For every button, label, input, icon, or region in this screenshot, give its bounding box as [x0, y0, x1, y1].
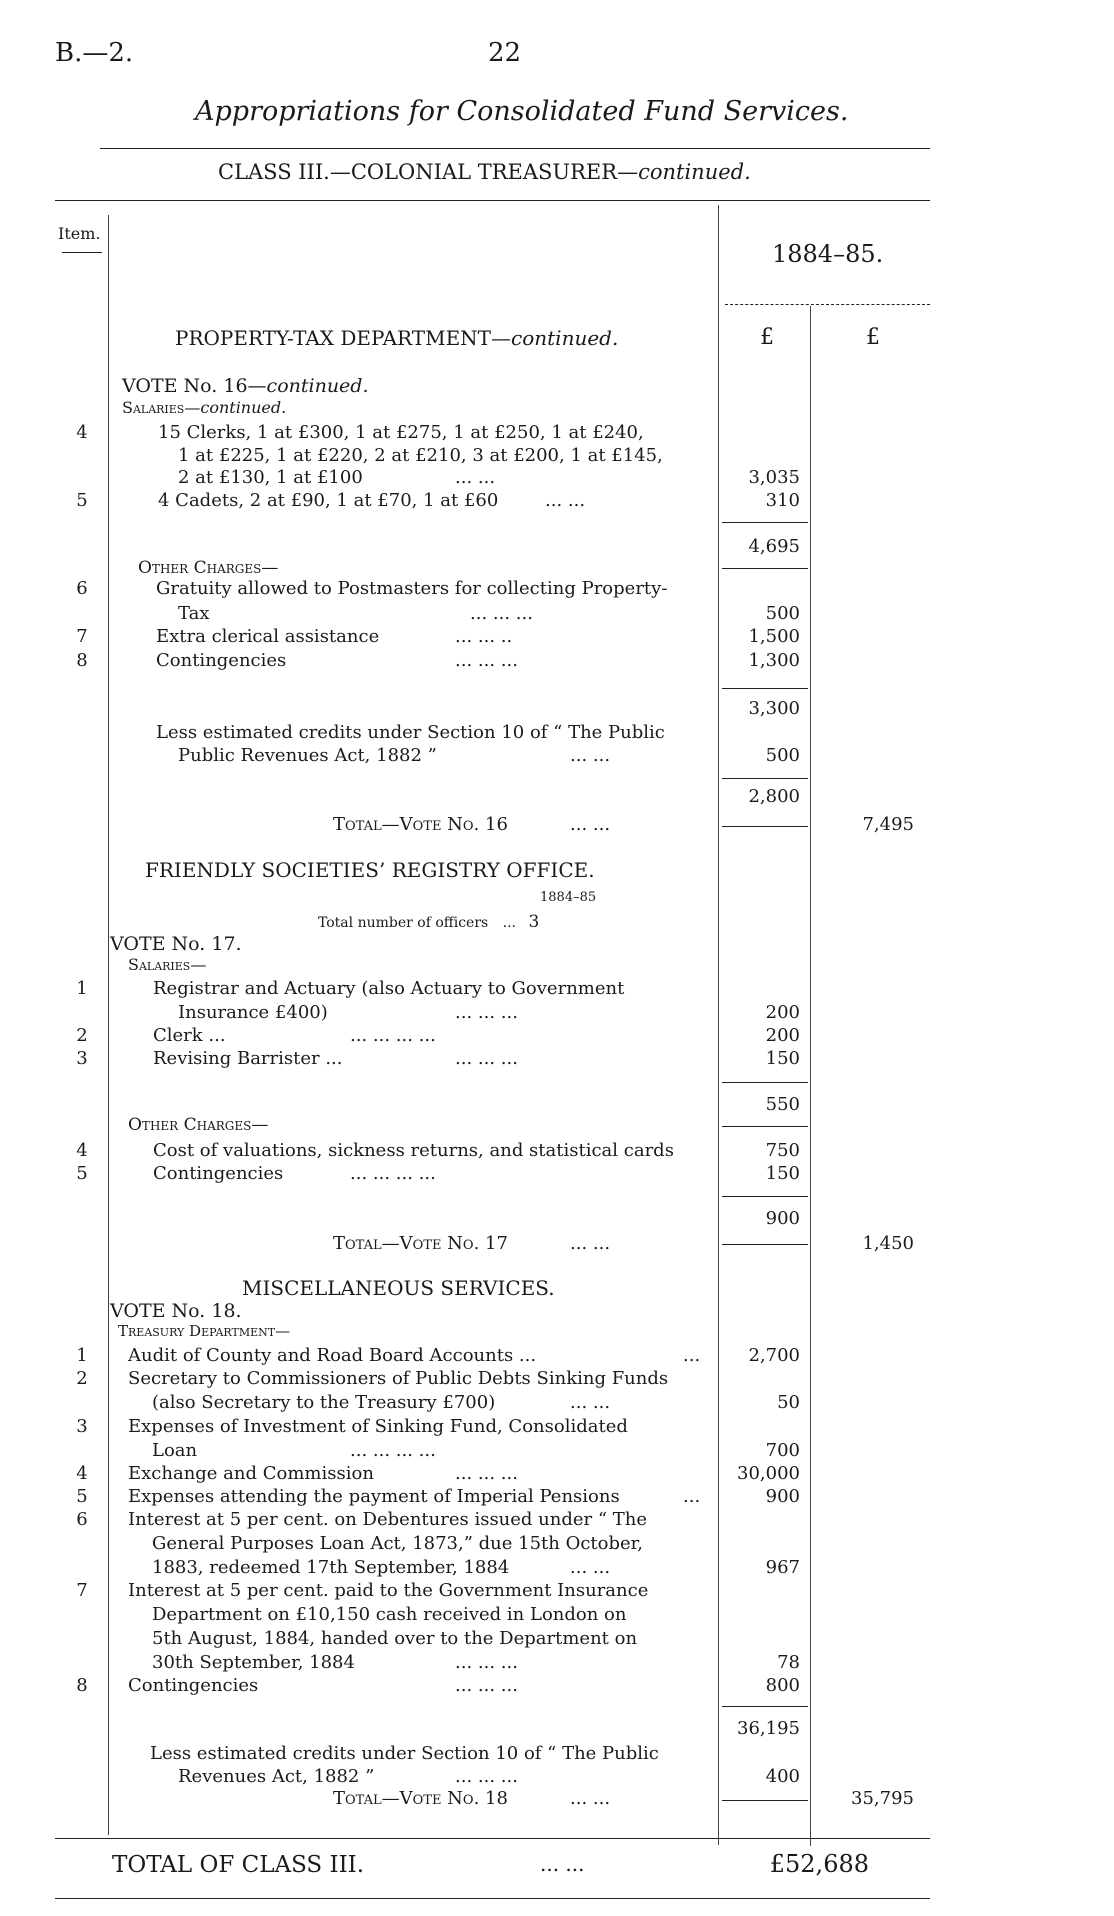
item-number: 5	[76, 490, 88, 511]
leader-dots: ... ... ...	[455, 1463, 518, 1484]
item-number: 5	[76, 1163, 88, 1184]
property-tax-heading-continued: continued.	[511, 326, 619, 350]
leader-dots: ... ... ...	[455, 1048, 518, 1069]
vote-16-heading	[122, 375, 369, 397]
officers-label-text: Total number of officers	[318, 915, 489, 931]
less-credits-line: Less estimated credits under Section 10 of “ The Public	[156, 722, 665, 743]
item-header-rule	[62, 252, 102, 253]
vote-16-label: VOTE No. 16—	[122, 375, 267, 397]
subtotal-rule	[722, 1126, 808, 1127]
item-column-header: Item.	[58, 224, 101, 243]
item-amount: 150	[765, 1163, 800, 1184]
item-text-line: Contingencies	[128, 1675, 259, 1696]
item-text-line: General Purposes Loan Act, 1873,” due 15th October,	[152, 1533, 644, 1554]
item-text: Contingencies	[156, 650, 287, 671]
pound-sign-column-2: £	[866, 325, 880, 350]
item-text-line: Secretary to Commissioners of Public Debts Sinking Funds	[128, 1368, 669, 1389]
leader-dots: ... ...	[455, 467, 496, 488]
property-salaries-label: Salaries—	[122, 398, 201, 417]
item-text-line: 2 at £130, 1 at £100	[178, 467, 363, 488]
item-number: 7	[76, 1580, 88, 1601]
subtotal-rule	[722, 1706, 808, 1707]
vote-17-total: 1,450	[862, 1233, 914, 1254]
item-number: 7	[76, 626, 88, 647]
item-amount: 500	[765, 603, 800, 624]
grand-total-top-rule	[55, 1838, 930, 1839]
treasury-department-heading: Treasury Department—	[118, 1322, 291, 1340]
item-number: 6	[76, 578, 88, 599]
item-number: 1	[76, 1345, 88, 1366]
amount-column-rule-mid	[810, 306, 811, 1846]
item-amount: 700	[765, 1440, 800, 1461]
item-text-line: Interest at 5 per cent. paid to the Government Insurance	[128, 1580, 649, 1601]
class-rule	[55, 200, 930, 201]
leader-dots: ... ...	[570, 1392, 611, 1413]
page-title: Appropriations for Consolidated Fund Services.	[195, 96, 849, 127]
leader-dots: ... ... ... ...	[350, 1025, 436, 1046]
subtotal-rule	[722, 1196, 808, 1197]
page-reference: B.—2.	[55, 38, 134, 68]
item-text-line: Loan	[152, 1440, 198, 1461]
total-rule	[722, 826, 808, 827]
item-number: 8	[76, 1675, 88, 1696]
subtotal-rule	[722, 688, 808, 689]
leader-dots: ... ... ...	[455, 1652, 518, 1673]
less-credits-amount: 400	[765, 1766, 800, 1787]
less-credits-line: Less estimated credits under Section 10 of “ The Public	[150, 1743, 659, 1764]
item-text-line: 1883, redeemed 17th September, 1884	[152, 1557, 510, 1578]
property-tax-heading	[175, 326, 618, 350]
leader-dots: ... ...	[540, 1852, 585, 1876]
subtotal-rule	[722, 778, 808, 779]
item-number: 4	[76, 1140, 88, 1161]
vote-17-total-label: Total—Vote No. 17	[333, 1233, 508, 1254]
item-amount: 900	[765, 1486, 800, 1507]
property-tax-heading-text: PROPERTY-TAX DEPARTMENT—	[175, 326, 512, 350]
miscellaneous-subtotal: 36,195	[737, 1718, 800, 1739]
net-other-charges: 2,800	[748, 786, 800, 807]
item-amount: 150	[765, 1048, 800, 1069]
leader-dots: ... ... ..	[455, 626, 513, 647]
class-heading	[218, 160, 751, 184]
leader-dots: ... ...	[570, 1788, 611, 1809]
other-charges-subtotal: 3,300	[748, 698, 800, 719]
item-amount: 3,035	[748, 467, 800, 488]
friendly-salaries-heading: Salaries—	[128, 955, 207, 974]
subtotal-rule	[722, 568, 808, 569]
item-text-line: Exchange and Commission	[128, 1463, 374, 1484]
leader-dots: ...	[683, 1486, 701, 1507]
leader-dots: ... ... ... ...	[350, 1163, 436, 1184]
item-text-line: Interest at 5 per cent. on Debentures issued under “ The	[128, 1509, 648, 1530]
leader-dots: ... ... ...	[470, 603, 533, 624]
friendly-other-charges-heading: Other Charges—	[128, 1115, 269, 1135]
officers-year: 1884–85	[540, 890, 597, 905]
item-number: 1	[76, 978, 88, 999]
item-text-line: Audit of County and Road Board Accounts ...	[128, 1345, 537, 1366]
item-amount: 967	[765, 1557, 800, 1578]
friendly-other-charges-subtotal: 900	[765, 1208, 800, 1229]
item-text-line: Insurance £400)	[178, 1002, 328, 1023]
vote-18-total: 35,795	[851, 1788, 914, 1809]
page-number: 22	[488, 38, 522, 68]
salaries-subtotal: 4,695	[748, 536, 800, 557]
item-amount: 800	[765, 1675, 800, 1696]
item-amount: 200	[765, 1025, 800, 1046]
item-amount: 30,000	[737, 1463, 800, 1484]
item-text-line: 30th September, 1884	[152, 1652, 355, 1673]
vote-18-heading: VOTE No. 18.	[110, 1300, 242, 1322]
item-text: 4 Cadets, 2 at £90, 1 at £70, 1 at £60	[158, 490, 499, 511]
leader-dots: ... ...	[570, 1557, 611, 1578]
item-text-line: (also Secretary to the Treasury £700)	[152, 1392, 496, 1413]
total-rule	[722, 1244, 808, 1245]
subtotal-rule	[722, 522, 808, 523]
less-credits-line: Revenues Act, 1882 ”	[178, 1766, 375, 1787]
top-rule	[100, 148, 930, 149]
friendly-salaries-subtotal: 550	[765, 1094, 800, 1115]
item-text-line: Registrar and Actuary (also Actuary to Government	[153, 978, 625, 999]
vote-17-heading: VOTE No. 17.	[110, 933, 242, 955]
item-number: 2	[76, 1025, 88, 1046]
leader-dots: ... ... ... ...	[350, 1440, 436, 1461]
leader-dots: ... ...	[545, 490, 586, 511]
leader-dots: ... ...	[570, 745, 611, 766]
item-number: 3	[76, 1048, 88, 1069]
item-column-rule	[108, 215, 109, 1835]
item-text-line: Tax	[178, 603, 210, 624]
item-number: 2	[76, 1368, 88, 1389]
year-column-header: 1884–85.	[772, 240, 884, 268]
leader-dots: ... ...	[570, 814, 611, 835]
leader-dots: ... ... ...	[455, 1766, 518, 1787]
officers-label	[318, 912, 539, 932]
friendly-societies-heading: FRIENDLY SOCIETIES’ REGISTRY OFFICE.	[145, 858, 595, 882]
item-text-line: Gratuity allowed to Postmasters for collecting Property-	[156, 578, 668, 599]
item-text-line: Expenses attending the payment of Imperial Pensions	[128, 1486, 620, 1507]
item-amount: 310	[765, 490, 800, 511]
officers-count: 3	[528, 912, 540, 932]
item-number: 5	[76, 1486, 88, 1507]
item-text-line: 5th August, 1884, handed over to the Department on	[152, 1628, 638, 1649]
item-text: Revising Barrister ...	[153, 1048, 343, 1069]
amount-column-rule-left	[718, 205, 719, 1845]
vote-16-continued: continued.	[266, 375, 369, 397]
item-text-line: 1 at £225, 1 at £220, 2 at £210, 3 at £200, 1 at £145,	[178, 445, 663, 466]
class-title: CLASS III.—COLONIAL TREASURER—	[218, 160, 639, 184]
vote-18-total-label: Total—Vote No. 18	[333, 1788, 508, 1809]
less-credits-line: Public Revenues Act, 1882 ”	[178, 745, 437, 766]
property-salaries-heading	[122, 398, 286, 417]
item-number: 8	[76, 650, 88, 671]
leader-dots: ... ...	[570, 1233, 611, 1254]
item-text-line: Expenses of Investment of Sinking Fund, Consolidated	[128, 1416, 628, 1437]
item-number: 4	[76, 1463, 88, 1484]
item-text-line: 15 Clerks, 1 at £300, 1 at £275, 1 at £250, 1 at £240,	[158, 422, 644, 443]
item-number: 3	[76, 1416, 88, 1437]
item-number: 6	[76, 1509, 88, 1530]
item-text: Cost of valuations, sickness returns, and statistical cards	[153, 1140, 674, 1161]
total-rule	[722, 1800, 808, 1801]
item-amount: 50	[777, 1392, 800, 1413]
grand-total-amount: £52,688	[769, 1850, 869, 1878]
class-continued: continued.	[638, 160, 751, 184]
item-text: Contingencies	[153, 1163, 284, 1184]
vote-16-total: 7,495	[862, 814, 914, 835]
item-amount: 2,700	[748, 1345, 800, 1366]
less-credits-amount: 500	[765, 745, 800, 766]
item-text-line: Department on £10,150 cash received in London on	[152, 1604, 627, 1625]
leader-dots: ...	[683, 1345, 701, 1366]
item-number: 4	[76, 422, 88, 443]
item-amount: 78	[777, 1652, 800, 1673]
vote-16-total-label: Total—Vote No. 16	[333, 814, 508, 835]
pound-sign-column-1: £	[760, 325, 774, 350]
miscellaneous-heading: MISCELLANEOUS SERVICES.	[242, 1276, 555, 1300]
leader-dots: ...	[502, 915, 517, 931]
item-amount: 750	[765, 1140, 800, 1161]
item-text: Extra clerical assistance	[156, 626, 380, 647]
property-other-charges-heading: Other Charges—	[138, 558, 279, 578]
item-amount: 1,500	[748, 626, 800, 647]
item-amount: 200	[765, 1002, 800, 1023]
year-header-rule	[725, 304, 930, 305]
grand-total-bottom-rule	[55, 1898, 930, 1899]
leader-dots: ... ... ...	[455, 1675, 518, 1696]
item-text: Clerk ...	[153, 1025, 226, 1046]
grand-total-label: TOTAL OF CLASS III.	[112, 1852, 365, 1878]
subtotal-rule	[722, 1082, 808, 1083]
leader-dots: ... ... ...	[455, 650, 518, 671]
item-amount: 1,300	[748, 650, 800, 671]
leader-dots: ... ... ...	[455, 1002, 518, 1023]
property-salaries-continued: continued.	[200, 398, 287, 417]
